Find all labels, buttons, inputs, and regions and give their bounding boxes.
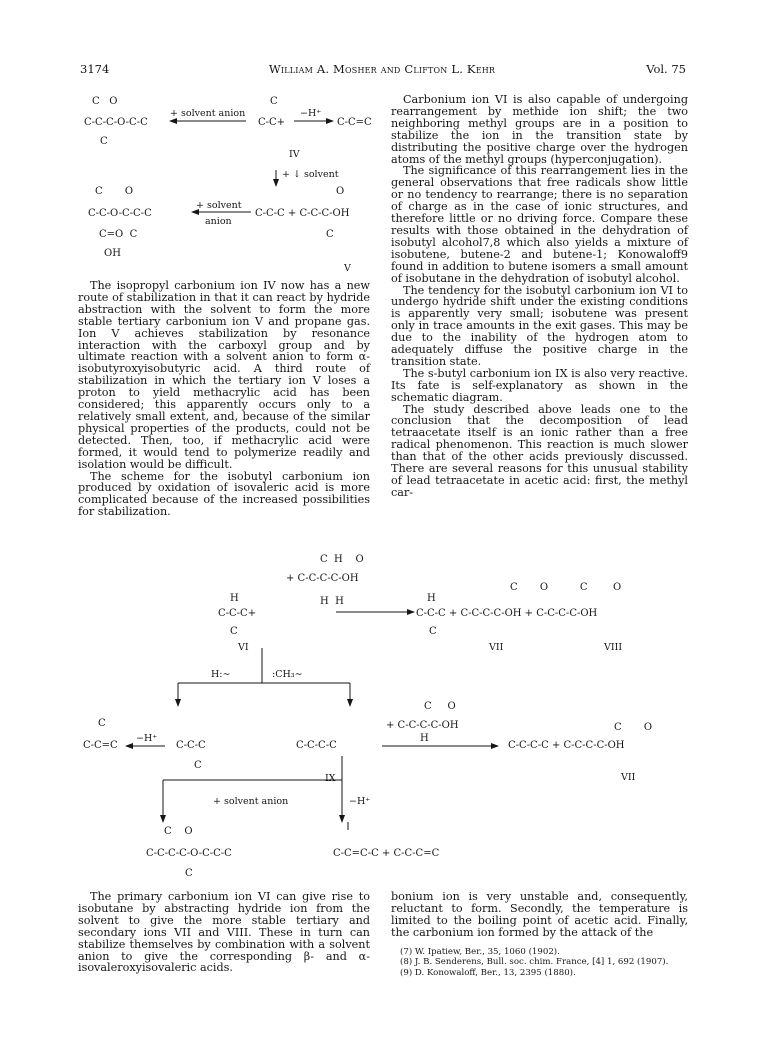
- label-minus-h-3: −H⁺: [349, 796, 371, 807]
- formula-ion-IV-top: C: [270, 96, 278, 107]
- formula-products: C-C-C + C-C-C-C-OH + C-C-C-C-OH: [416, 608, 598, 619]
- formula-ester-2: C-C-O-C-C-C: [88, 208, 152, 219]
- formula-prod-h: H: [427, 593, 436, 604]
- label-IX: IX: [325, 773, 336, 784]
- formula-VII-top: C O: [614, 722, 653, 733]
- label-V: V: [344, 263, 351, 274]
- formula-products-sub: C: [429, 626, 437, 637]
- formula-ester-3-top: C O: [164, 826, 193, 837]
- formula-ester-top-sub: C: [100, 136, 108, 147]
- label-VIII: VIII: [604, 642, 623, 653]
- footnote: (9) D. Konowaloff, Ber., 13, 2395 (1880).: [400, 967, 576, 978]
- formula-ion-IX: C-C-C-C: [296, 740, 337, 751]
- formula-acid-2-top: C O: [424, 701, 456, 712]
- paragraph: The significance of this rearrangement lies in the general observations that free radicals show little or no tendency to rearrange; there is no separation of charge as in the case of ionic structures, and therefore little or no driving force. Compare these results with those obtained in the dehydration of isobutyl alcohol7,8 which also yields a mixture of isobutene, butene-2 and butene-1; Konowaloff9 found in addition to butene isomers a small amount of isobutane in the dehydration of isobutyl alcohol.: [391, 164, 688, 285]
- footnotes: [391, 947, 688, 979]
- footnote: (8) J. B. Senderens, Bull. soc. chim. France, [4] 1, 692 (1907).: [400, 957, 669, 968]
- formula-isobutene-top: C: [98, 718, 106, 729]
- paragraph: The study described above leads one to the conclusion that the decomposition of lead tetraacetate itself is an ionic rather than a free radical phenomenon. This reaction is much slower than that of the other acids previously discussed. There are several reasons for this unusual stability of lead tetraacetate in acetic acid: first, the methyl car-: [391, 402, 688, 499]
- label-solvent-anion-3: + solvent anion: [213, 796, 289, 807]
- formula-isobutene: C-C=C: [83, 740, 118, 751]
- paragraph: The isopropyl carbonium ion IV now has a new route of stabilization in that it can react by hydride abstraction with the solvent to form the more stable tertiary carbonium ion V and propane gas. Ion V achieves stabilization by resonance interaction with the carboxyl group and by ultimate reaction with a solvent anion to form α-isobutyroxyisobutyric acid. A third route of stabilization in which the tertiary ion V loses a proton to yield methacrylic acid has been considered; this apparently occurs only to a relatively small extent, and, because of the similar physical properties of the products, could not be detected. Then, too, if methacrylic acid were formed, it would tend to polymerize readily and isolation would be difficult.: [78, 279, 370, 471]
- label-VII: VII: [489, 642, 504, 653]
- paragraph: The s-butyl carbonium ion IX is also very reactive. Its fate is self-explanatory as shown in the schematic diagram.: [391, 366, 688, 404]
- formula-ester-2-sub: C=O C: [99, 229, 138, 240]
- paragraph: bonium ion is very unstable and, consequently, reluctant to form. Secondly, the temperature is limited to the boiling point of acetic acid. Finally, the carbonium ion formed by the attack of the: [391, 890, 688, 939]
- bottom-right-text: [391, 891, 688, 978]
- paragraph: The tendency for the isobutyl carbonium ion VI to undergo hydride shift under the existing conditions is apparently very small; isobutene was present only in trace amounts in the exit gases. This may be due to the inability of the hydrogen atom to adequately diffuse the positive charge in the transition state.: [391, 283, 688, 368]
- formula-acid-top: C H O: [320, 554, 364, 565]
- label-anion: anion: [205, 216, 232, 227]
- formula-ion-V-o: O: [336, 186, 345, 197]
- label-solvent: + ↓ solvent: [282, 169, 339, 180]
- formula-ion-VI-sub: C: [230, 626, 238, 637]
- formula-ion-VI: C-C-C+: [218, 608, 257, 619]
- paragraph: Carbonium ion VI is also capable of undergoing rearrangement by methide ion shift; the two neighboring methyl groups are in a position to stabilize the ion in the transition state by distributing the positive charge over the hydrogen atoms of the methyl groups (hyperconjugation).: [391, 93, 688, 166]
- formula-acid: + C-C-C-C-OH: [286, 573, 359, 584]
- label-VI: VI: [238, 642, 249, 653]
- formula-propene: C-C=C: [337, 117, 372, 128]
- paragraph: The scheme for the isobutyl carbonium ion produced by oxidation of isovaleric acid is more complicated because of the increased possibilities for stabilization.: [78, 469, 370, 519]
- formula-ion-VI-h: H: [230, 593, 239, 604]
- label-minus-h: −H⁺: [300, 108, 322, 119]
- formula-propane-plus-ion: C-C-C + C-C-C-OH: [255, 208, 350, 219]
- formula-butenes: C-C=C-C + C-C-C=C: [333, 848, 440, 859]
- label-IV: IV: [289, 149, 300, 160]
- formula-products-top: C O C O: [510, 582, 622, 593]
- formula-ester-3-sub: C: [185, 868, 193, 879]
- formula-ion-tertiary-sub: C: [194, 760, 202, 771]
- volume-label: Vol. 75: [646, 62, 686, 76]
- formula-ester-2-oh: OH: [104, 248, 121, 259]
- formula-ion-tertiary: C-C-C: [176, 740, 206, 751]
- formula-acid-2: + C-C-C-C-OH: [386, 720, 459, 731]
- formula-ester-top: C-C-C-O-C-C: [84, 117, 148, 128]
- bottom-left-text: [78, 891, 370, 974]
- formula-ester-2-top: C O: [95, 186, 134, 197]
- formula-butane-plus-ion: C-C-C-C + C-C-C-C-OH: [508, 740, 625, 751]
- formula-ion-IV: C-C+: [258, 117, 286, 128]
- formula-ion-V-sub: C: [326, 229, 334, 240]
- left-column-text: [78, 280, 370, 518]
- label-hydride-shift: H:∼: [211, 669, 231, 680]
- right-column-text: [391, 94, 688, 499]
- paragraph: The primary carbonium ion VI can give rise to isobutane by abstracting hydride ion from the solvent to give the more stable tertiary and secondary ions VII and VIII. These in turn can stabilize themselves by combination with a solvent anion to give the corresponding β- and α-isovaleroxyisovaleric acids.: [78, 890, 370, 975]
- label-minus-h-2: −H⁺: [136, 733, 158, 744]
- formula-ester-top-branches: C O: [92, 96, 118, 107]
- formula-acid-2-sub: H: [420, 733, 429, 744]
- label-plus-solvent: + solvent: [196, 200, 242, 211]
- formula-ester-3: C-C-C-C-O-C-C-C: [146, 848, 232, 859]
- footnote: (7) W. Ipatiew, Ber., 35, 1060 (1902).: [400, 946, 560, 957]
- formula-acid-sub: H H: [320, 596, 344, 607]
- label-methide-shift: :CH₃∼: [272, 669, 303, 680]
- running-authors: William A. Mosher and Clifton L. Kehr: [268, 62, 496, 76]
- label-VII-b: VII: [621, 772, 636, 783]
- page-number: 3174: [80, 62, 110, 76]
- label-solvent-anion: + solvent anion: [170, 108, 246, 119]
